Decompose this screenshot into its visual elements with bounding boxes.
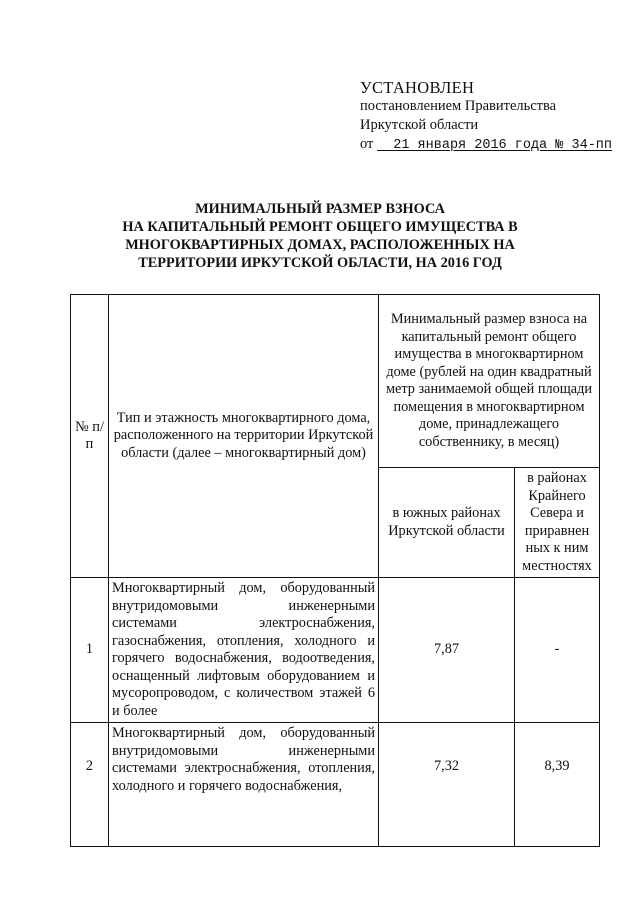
header-south: в южных районах Иркутской области — [379, 468, 515, 578]
approval-from-label: от — [360, 136, 374, 152]
title-line-3: МНОГОКВАРТИРНЫХ ДОМАХ, РАСПОЛОЖЕННЫХ НА — [125, 237, 515, 253]
header-rate: Минимальный размер взноса на капитальный ремонт общего имущества в многоквартирном доме (рублей на один квадратный метр занимаемой общей площади помещения в многоквартирном доме, принадлежащего собственнику, в месяц) — [379, 295, 600, 468]
title-line-4: ТЕРРИТОРИИ ИРКУТСКОЙ ОБЛАСТИ, НА 2016 ГОД — [138, 255, 502, 271]
row-2-north-value: 8,39 — [515, 723, 600, 847]
approval-number: № 34-пп — [555, 138, 613, 153]
table-header-row-1 — [71, 295, 600, 468]
row-2-south-value: 7,32 — [379, 723, 515, 847]
approval-line-region: Иркутской области — [360, 117, 479, 133]
approval-heading: УСТАНОВЛЕН — [360, 78, 475, 97]
table-row — [71, 578, 600, 723]
approval-date-line — [360, 135, 630, 155]
table-row — [71, 723, 600, 847]
approval-stamp — [360, 78, 630, 155]
approval-date: 21 января 2016 года — [393, 138, 548, 153]
row-1-south-value: 7,87 — [379, 578, 515, 723]
document-title — [90, 200, 550, 272]
header-num: № п/п — [71, 295, 109, 578]
header-north: в районах Крайнего Севера и приравнен ных к ним местностях — [515, 468, 600, 578]
rates-table — [70, 294, 600, 847]
header-house-type: Тип и этажность многоквартирного дома, расположенного на территории Иркутской области (далее – многоквартирный дом) — [109, 295, 379, 578]
approval-line-government: постановлением Правительства — [360, 98, 557, 114]
row-1-num: 1 — [71, 578, 109, 723]
row-1-description: Многоквартирный дом, оборудованный внутридомовыми инженерными системами электроснабжения, газоснабжения, отопления, холодного и горячего водоснабжения, водоотведения, оснащенный лифтовым оборудованием и мусоропроводом, с количеством этажей 6 и более — [109, 578, 379, 723]
title-line-2: НА КАПИТАЛЬНЫЙ РЕМОНТ ОБЩЕГО ИМУЩЕСТВА В — [122, 219, 518, 235]
row-2-num: 2 — [71, 723, 109, 847]
row-2-description: Многоквартирный дом, оборудованный внутридомовыми инженерными системами электроснабжения, отопления, холодного и горячего водоснабжения, — [109, 723, 379, 847]
row-1-north-value: - — [515, 578, 600, 723]
title-line-1: МИНИМАЛЬНЫЙ РАЗМЕР ВЗНОСА — [195, 201, 445, 217]
